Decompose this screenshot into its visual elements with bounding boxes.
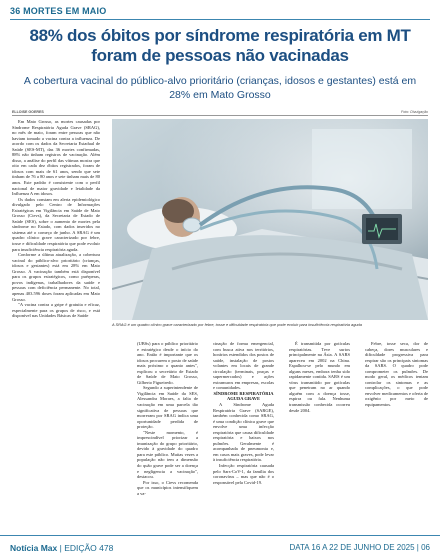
paragraph: Conforme a última atualização, a cobertura vacinal do público-alvo prioritário (crianças, idosos e gestantes) está em 28% em Mato Grosso. A vacinação também está disponível para os grupos estratégicos, como puérperas, povos indígenas, trabalhadores da saúde e pessoas com deficiência permanente. No total, apenas 403.596 doses foram aplicadas em Mato Grosso. — [12, 252, 100, 302]
kicker-rule — [10, 19, 430, 20]
paragraph: Segundo a superintendente de Vigilância em Saúde da SES, Alessandra Moraes, a falta de vacinação em uma parcela tão significativa de pessoas que morreram por SRAG indica uma oportunidade perdida de proteção. — [137, 385, 198, 430]
article-column-2 — [137, 341, 198, 529]
article-photo — [112, 119, 428, 320]
brand-name: Notícia Max — [10, 543, 58, 553]
hospital-bed-image — [112, 119, 428, 320]
paragraph: (UBSs) para o público prioritário e estratégico desde o início do ano. Então é importante que os idosos procurem o posto de saúde mais próximo o quanto antes", explicou o secretário de Estado de Saúde de Mato Grosso, Gilberto Figueiredo. — [137, 341, 198, 385]
paragraph: É transmitida por gotículas respiratórias. Teve surtos principalmente na Ásia. A SARS apareceu em 2002 na China. Espalhou-se pelo mundo em alguns meses, embora tenha sido rapidamente contida. SARS é um vírus transmitido por gotículas que penetram no ar quando alguém com a doença tosse, espirra ou fala. Nenhuma transmissão conhecida ocorreu desde 2004. — [289, 341, 350, 413]
paragraph: cinação de forma emergencial, com busca ativa nos territórios, horários estendidos dos postos de saúde, instalação de postos volantes em locais de grande circulação (terminais, praças e supermercados) e ações extramuros em empresas, escolas e comunidades. — [213, 341, 274, 391]
paragraph: "Neste momento, é imprescindível priorizar a imunização do grupo prioritário, devido à gravidade do quadro para este público. Muitas vezes a população não tem a dimensão do quão grave pode ser a doença e negligencia a vacinação", destacou. — [137, 429, 198, 480]
photo-credit: Foto: Divulgação — [401, 110, 428, 114]
edition: EDIÇÃO 478 — [64, 543, 114, 553]
paragraph: "A vacina contra a gripe é gratuita e eficaz, especialmente para os grupos de risco, e está disponível nas Unidades Básicas de Saúde — [12, 302, 100, 319]
issue-date: DATA 16 A 22 DE JUNHO DE 2025 — [289, 543, 415, 552]
kicker: 36 MORTES EM MAIO — [10, 6, 107, 16]
article-column-5 — [365, 341, 428, 529]
byline: ELLOISE GOERES — [12, 110, 44, 114]
footer-date — [289, 543, 430, 552]
paragraph: A Síndrome Aguda Respiratória Grave (SARGE), também conhecida como SRAG, é uma condição clínica grave que envolve uma infecção respiratória que causa dificuldade respiratória e baixos nos pulmões. Geralmente é acompanhada de pneumonia e, em casos mais graves, pode levar à insuficiência respiratória. — [213, 402, 274, 463]
article-column-1 — [12, 119, 100, 529]
page-footer — [0, 535, 440, 560]
divider — [12, 115, 428, 116]
separator: | — [416, 543, 422, 552]
article-column-4 — [289, 341, 350, 529]
paragraph: Febre, tosse seca, dor de cabeça, dores musculares e dificuldade progressiva para respirar são os principais sintomas da SARS. O quadro pode comprometer os pulmões. De modo geral, os médicos tentam controlar os sintomas e as complicações, o que pode envolver medicamentos e oferta de oxigênio por meio de equipamentos. — [365, 341, 428, 408]
paragraph: Em Mato Grosso, as mortes causadas por Síndrome Respiratória Aguda Grave (SRAG), no mês de maio, foram entre pessoas que não haviam tomado a vacina contra a influenza. De acordo com os dados da Secretaria Estadual de Saúde (SES-MT), das 36 mortes confirmadas, 88% não tinham registros de vacinação. Além disso, a análise do perfil das vítimas mostra que oito em cada dez óbitos registrados, foram de idosos com mais de 61 anos, sendo que sete tinham de 76 a 80 anos e sete tinham mais de 80 anos. Este padrão é consistente com o perfil nacional de maior gravidade e letalidade da Influenza A em idosos. — [12, 119, 100, 197]
subhead: A cobertura vacinal do público-alvo prioritário (crianças, idosos e gestantes) está em 28% em Mato Grosso — [23, 75, 417, 101]
photo-caption: A SRAG é um quadro clínico grave caracterizado por febre, tosse e dificuldade respiratória que pode evoluir para insuficiência respiratória aguda — [112, 322, 362, 327]
article-column-3 — [213, 341, 274, 529]
paragraph: Por isso, o Cievs recomenda que os municípios intensifiquem a va- — [137, 479, 198, 496]
headline: 88% dos óbitos por síndrome respiratória em MT foram de pessoas não vacinadas — [29, 26, 411, 65]
page-number: 06 — [421, 543, 430, 552]
paragraph: Infecção respiratória causada pelo Sars-CoV-1, da família dos coronavírus – mas que não é o responsável pela Covid-19. — [213, 463, 274, 485]
separator: | — [59, 543, 65, 553]
footer-brand — [10, 543, 113, 553]
paragraph: Os dados constam em alerta epidemiológico divulgado pelo Centro de Informações Estratégicas em Vigilância em Saúde de Mato Grosso (Cievs), da Secretaria de Estado de Saúde (SES), sobre o aumento de mortes pela síndrome no Estado, com dados inseridos no sistema até o começo de junho. A SRAG é um quadro clínico grave caracterizado por febre, tosse e dificuldade respiratória que pode evoluir para insuficiência respiratória aguda. — [12, 196, 100, 252]
section-subtitle: SÍNDROME RESPIRATÓRIA AGUDA GRAVE — [213, 390, 274, 402]
